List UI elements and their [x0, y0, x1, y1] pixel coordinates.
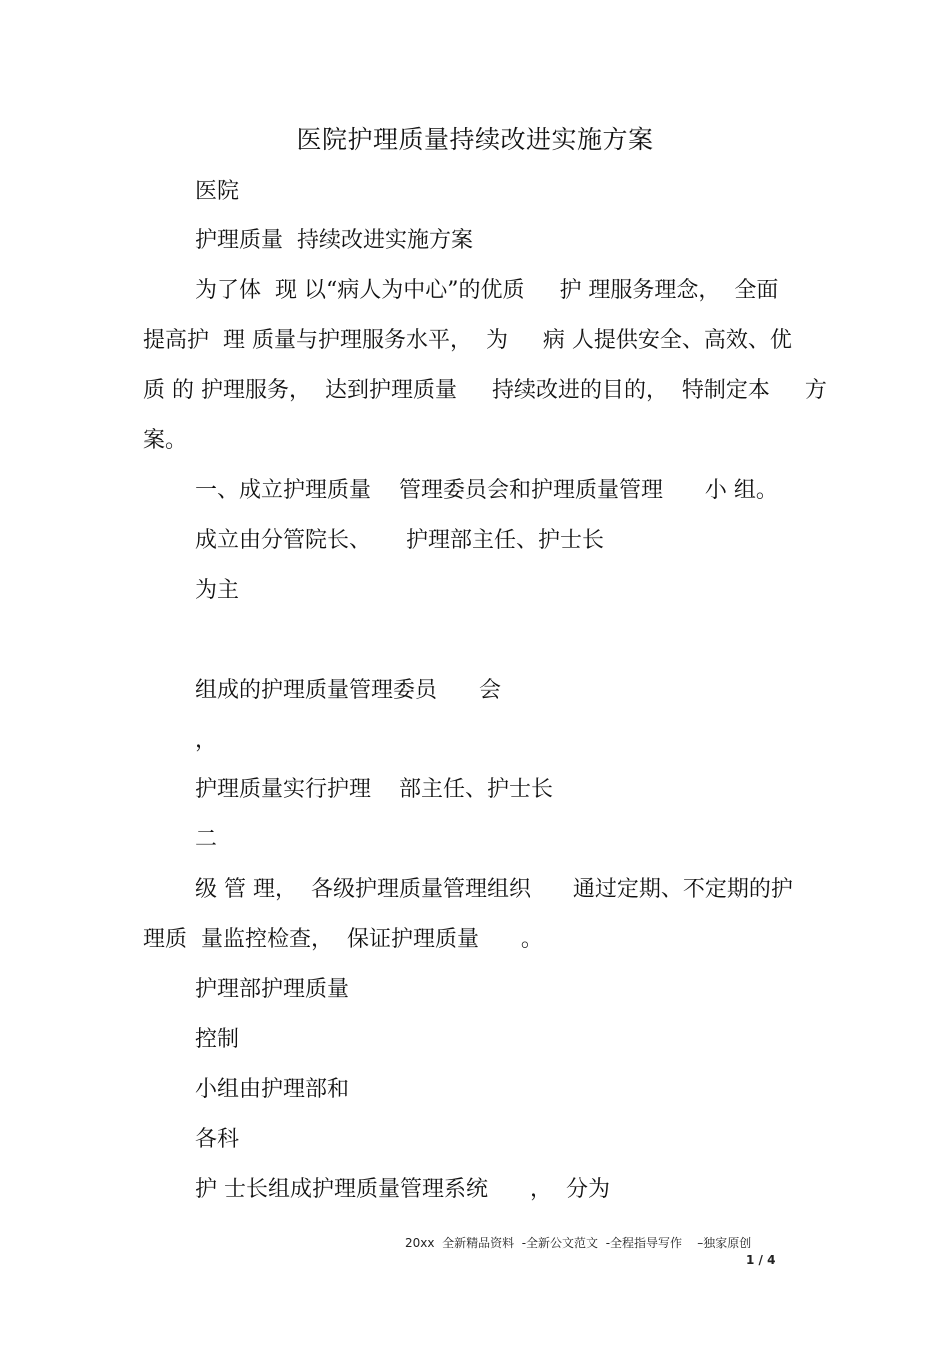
body-line: 护 士长组成护理质量管理系统 ， 分为	[195, 1177, 610, 1202]
body-line: 护理部护理质量	[195, 977, 350, 1002]
body-line: 控制	[195, 1027, 240, 1052]
body-line: 成立由分管院长、 护理部主任、护士长	[195, 528, 604, 553]
body-line: 小组由护理部和	[195, 1077, 350, 1102]
document-title: 医院护理质量持续改进实施方案	[296, 125, 654, 154]
body-line: 级 管 理， 各级护理质量管理组织 通过定期、不定期的护	[195, 877, 793, 902]
body-line: 医院	[195, 179, 240, 204]
body-line: 护理质量 持续改进实施方案	[195, 228, 473, 253]
page-number: 1 / 4	[746, 1253, 776, 1267]
body-line: 二	[195, 827, 218, 852]
body-line: 案。	[143, 428, 188, 453]
body-line: ，	[195, 728, 218, 753]
body-line: 提高护 理 质量与护理服务水平， 为 病 人提供安全、高效、优	[143, 328, 792, 353]
body-line: 质 的 护理服务， 达到护理质量 持续改进的目的， 特制定本 方	[143, 378, 827, 403]
body-line: 为了体 现 以“病人为中心”的优质 护 理服务理念， 全面	[195, 278, 779, 303]
body-line: 各科	[195, 1127, 240, 1152]
body-line: 理质 量监控检查， 保证护理质量 。	[143, 927, 543, 952]
page-footer: 20xx 全新精品资料 -全新公文范文 -全程指导写作 –独家原创	[405, 1236, 752, 1250]
body-line: 组成的护理质量管理委员 会	[195, 678, 501, 703]
section-heading: 一、成立护理质量 管理委员会和护理质量管理 小 组。	[195, 478, 778, 503]
body-line: 为主	[195, 578, 240, 603]
body-line: 护理质量实行护理 部主任、护士长	[195, 777, 553, 802]
